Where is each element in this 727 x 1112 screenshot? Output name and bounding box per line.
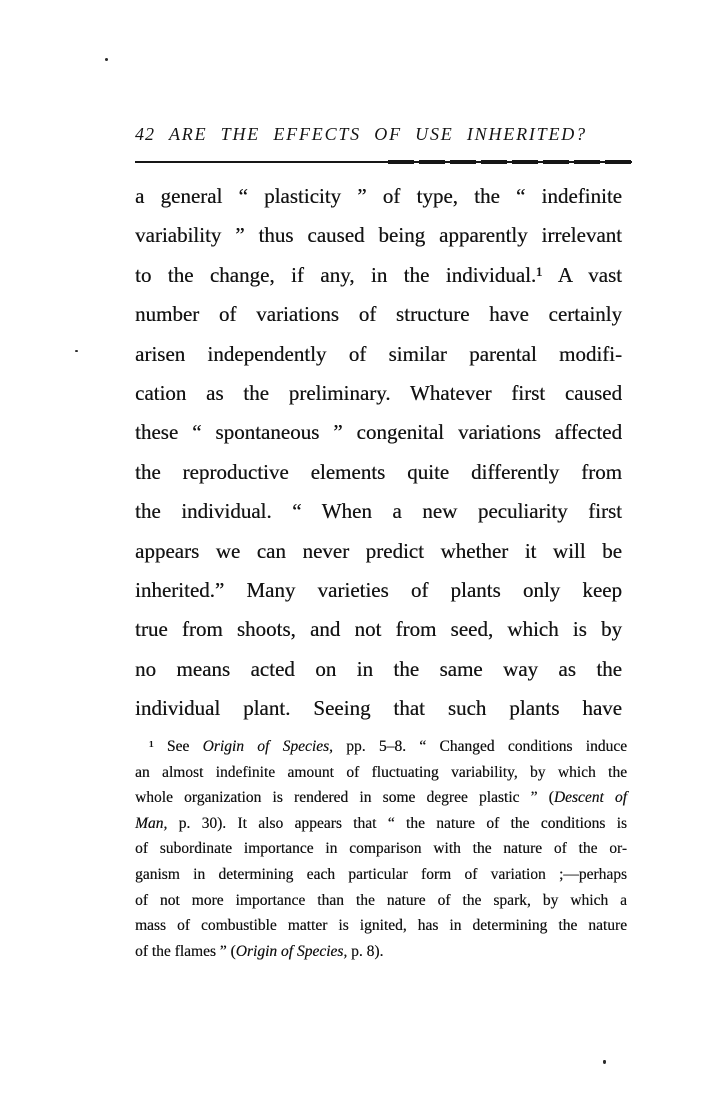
text-segment: appears we can never predict whether it will be xyxy=(135,538,622,563)
text-segment: a general “ plasticity ” of type, the “ indefinite xyxy=(135,184,622,208)
text-line xyxy=(135,760,627,786)
running-header xyxy=(135,124,632,145)
text-line xyxy=(135,811,627,837)
text-line xyxy=(135,532,622,571)
text-line xyxy=(135,913,627,939)
text-line xyxy=(135,413,622,452)
text-segment: the individual. “ When a new peculiarity first xyxy=(135,499,622,524)
text-segment: no means acted on in the same way as the xyxy=(135,656,622,681)
text-line xyxy=(135,216,622,255)
running-title: ARE THE EFFECTS OF USE INHERITED? xyxy=(169,124,587,144)
text-segment: of the flames ” ( xyxy=(135,942,236,960)
footnote xyxy=(135,734,627,964)
text-line xyxy=(135,256,622,295)
text-segment: number of variations of structure have certainly xyxy=(135,302,622,327)
text-line xyxy=(135,939,627,965)
text-line xyxy=(135,734,627,760)
text-line xyxy=(135,836,627,862)
ink-speck xyxy=(75,350,78,352)
italic-text-segment: Origin of Species, xyxy=(235,942,348,960)
text-segment: whole organization is rendered in some degree plastic ” ( xyxy=(135,789,554,807)
text-line xyxy=(135,177,622,216)
text-segment: cation as the preliminary. Whatever first caused xyxy=(135,380,622,405)
text-line xyxy=(135,689,622,728)
text-segment: the reproductive elements quite differently from xyxy=(135,459,622,484)
text-segment: of not more importance than the nature of the spark, by which a xyxy=(135,891,627,909)
text-segment: inherited.” Many varieties of plants only keep xyxy=(135,577,622,602)
text-line xyxy=(135,453,622,492)
text-line xyxy=(135,492,622,531)
italic-text-segment: Descent of xyxy=(553,789,627,807)
text-segment: arisen independently of similar parental modifi- xyxy=(135,341,622,366)
text-line xyxy=(135,571,622,610)
text-line xyxy=(135,888,627,914)
text-line xyxy=(135,610,622,649)
page-number: 42 xyxy=(135,124,155,144)
text-line xyxy=(135,650,622,689)
text-segment: to the change, if any, in the individual.¹ A vast xyxy=(135,262,622,287)
text-segment: p. 8). xyxy=(347,942,384,960)
body-paragraph xyxy=(135,177,622,728)
text-segment: mass of combustible matter is ignited, has in determining the nature xyxy=(135,917,627,935)
italic-text-segment: Origin of Species, xyxy=(202,738,333,755)
text-segment: individual plant. Seeing that such plants have xyxy=(135,696,622,721)
header-rule-broken-segment xyxy=(388,160,634,164)
text-segment: p. 30). It also appears that “ the nature of the conditions is xyxy=(167,814,627,832)
italic-text-segment: Man, xyxy=(135,814,168,832)
text-segment: pp. 5–8. “ Changed conditions induce xyxy=(332,738,628,755)
text-segment: true from shoots, and not from seed, which is by xyxy=(135,617,622,642)
text-line xyxy=(135,862,627,888)
text-segment: ganism in determining each particular form of variation ;—perhaps xyxy=(135,865,627,883)
text-segment: of subordinate importance in comparison with the nature of the or- xyxy=(135,840,627,858)
text-segment: an almost indefinite amount of fluctuating variability, by which the xyxy=(135,763,627,781)
text-line xyxy=(135,335,622,374)
text-line xyxy=(135,295,622,334)
text-segment: ¹ See xyxy=(149,738,203,755)
text-segment: variability ” thus caused being apparently irrelevant xyxy=(135,223,622,248)
text-line xyxy=(135,785,627,811)
text-line xyxy=(135,374,622,413)
ink-speck xyxy=(603,1060,606,1064)
text-segment: these “ spontaneous ” congenital variations affected xyxy=(135,420,622,445)
ink-speck xyxy=(105,58,108,61)
